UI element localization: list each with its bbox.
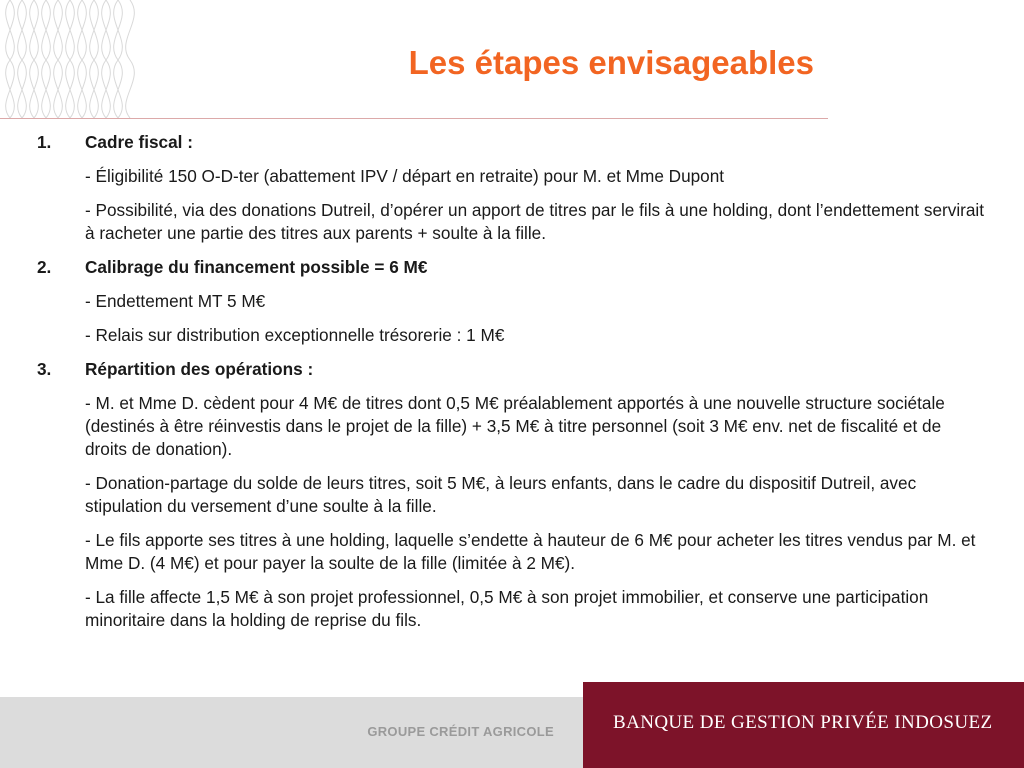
slide-content: [37, 131, 987, 643]
section-number: 2.: [37, 257, 52, 277]
section-heading-text: Calibrage du financement possible = 6 M€: [85, 257, 428, 277]
paragraph: - Éligibilité 150 O-D-ter (abattement IPV / départ en retraite) pour M. et Mme Dupont: [85, 166, 725, 186]
section-calibrage: [37, 256, 987, 347]
section-repartition: [37, 358, 987, 632]
paragraph: - M. et Mme D. cèdent pour 4 M€ de titres dont 0,5 M€ préalablement apportés à une nouvelle structure sociétale (destinés à être réinvestis dans le projet de la fille) + 3,5 M€ à titre personnel (soit 3 M€ env. net de fiscalité et de droits de donation).: [85, 393, 945, 459]
section-heading: [37, 256, 987, 279]
section-heading: [37, 358, 987, 381]
section-cadre-fiscal: [37, 131, 987, 245]
paragraph: - Relais sur distribution exceptionnelle trésorerie : 1 M€: [85, 325, 505, 345]
section-heading-text: Répartition des opérations :: [85, 359, 314, 379]
slide-title: Les étapes envisageables: [408, 44, 814, 81]
footer-left-band: [0, 697, 583, 768]
section-number: 1.: [37, 132, 52, 152]
paragraph: - La fille affecte 1,5 M€ à son projet professionnel, 0,5 M€ à son projet immobilier, et conserve une participation minoritaire dans la holding de reprise du fils.: [85, 587, 929, 630]
footer-bank-name: BANQUE DE GESTION PRIVÉE INDOSUEZ: [613, 712, 993, 733]
section-number: 3.: [37, 359, 52, 379]
paragraph: - Le fils apporte ses titres à une holding, laquelle s’endette à hauteur de 6 M€ pour acheter les titres vendus par M. et Mme D. (4 M€) et pour payer la soulte de la fille (limitée à 2 M€).: [85, 530, 976, 573]
section-heading-text: Cadre fiscal :: [85, 132, 193, 152]
footer-group-name: GROUPE CRÉDIT AGRICOLE: [367, 724, 554, 739]
footer-right-band: [583, 682, 1024, 768]
paragraph: - Donation-partage du solde de leurs titres, soit 5 M€, à leurs enfants, dans le cadre du dispositif Dutreil, avec stipulation du versement d’une soulte à la fille.: [85, 473, 917, 516]
title-divider: [0, 118, 828, 119]
decorative-wave-pattern: [0, 0, 150, 118]
paragraph: - Possibilité, via des donations Dutreil, d’opérer un apport de titres par le fils à une holding, dont l’endettement servirait à racheter une partie des titres aux parents + soulte à la fille.: [85, 200, 985, 243]
section-heading: [37, 131, 987, 154]
paragraph: - Endettement MT 5 M€: [85, 291, 266, 311]
